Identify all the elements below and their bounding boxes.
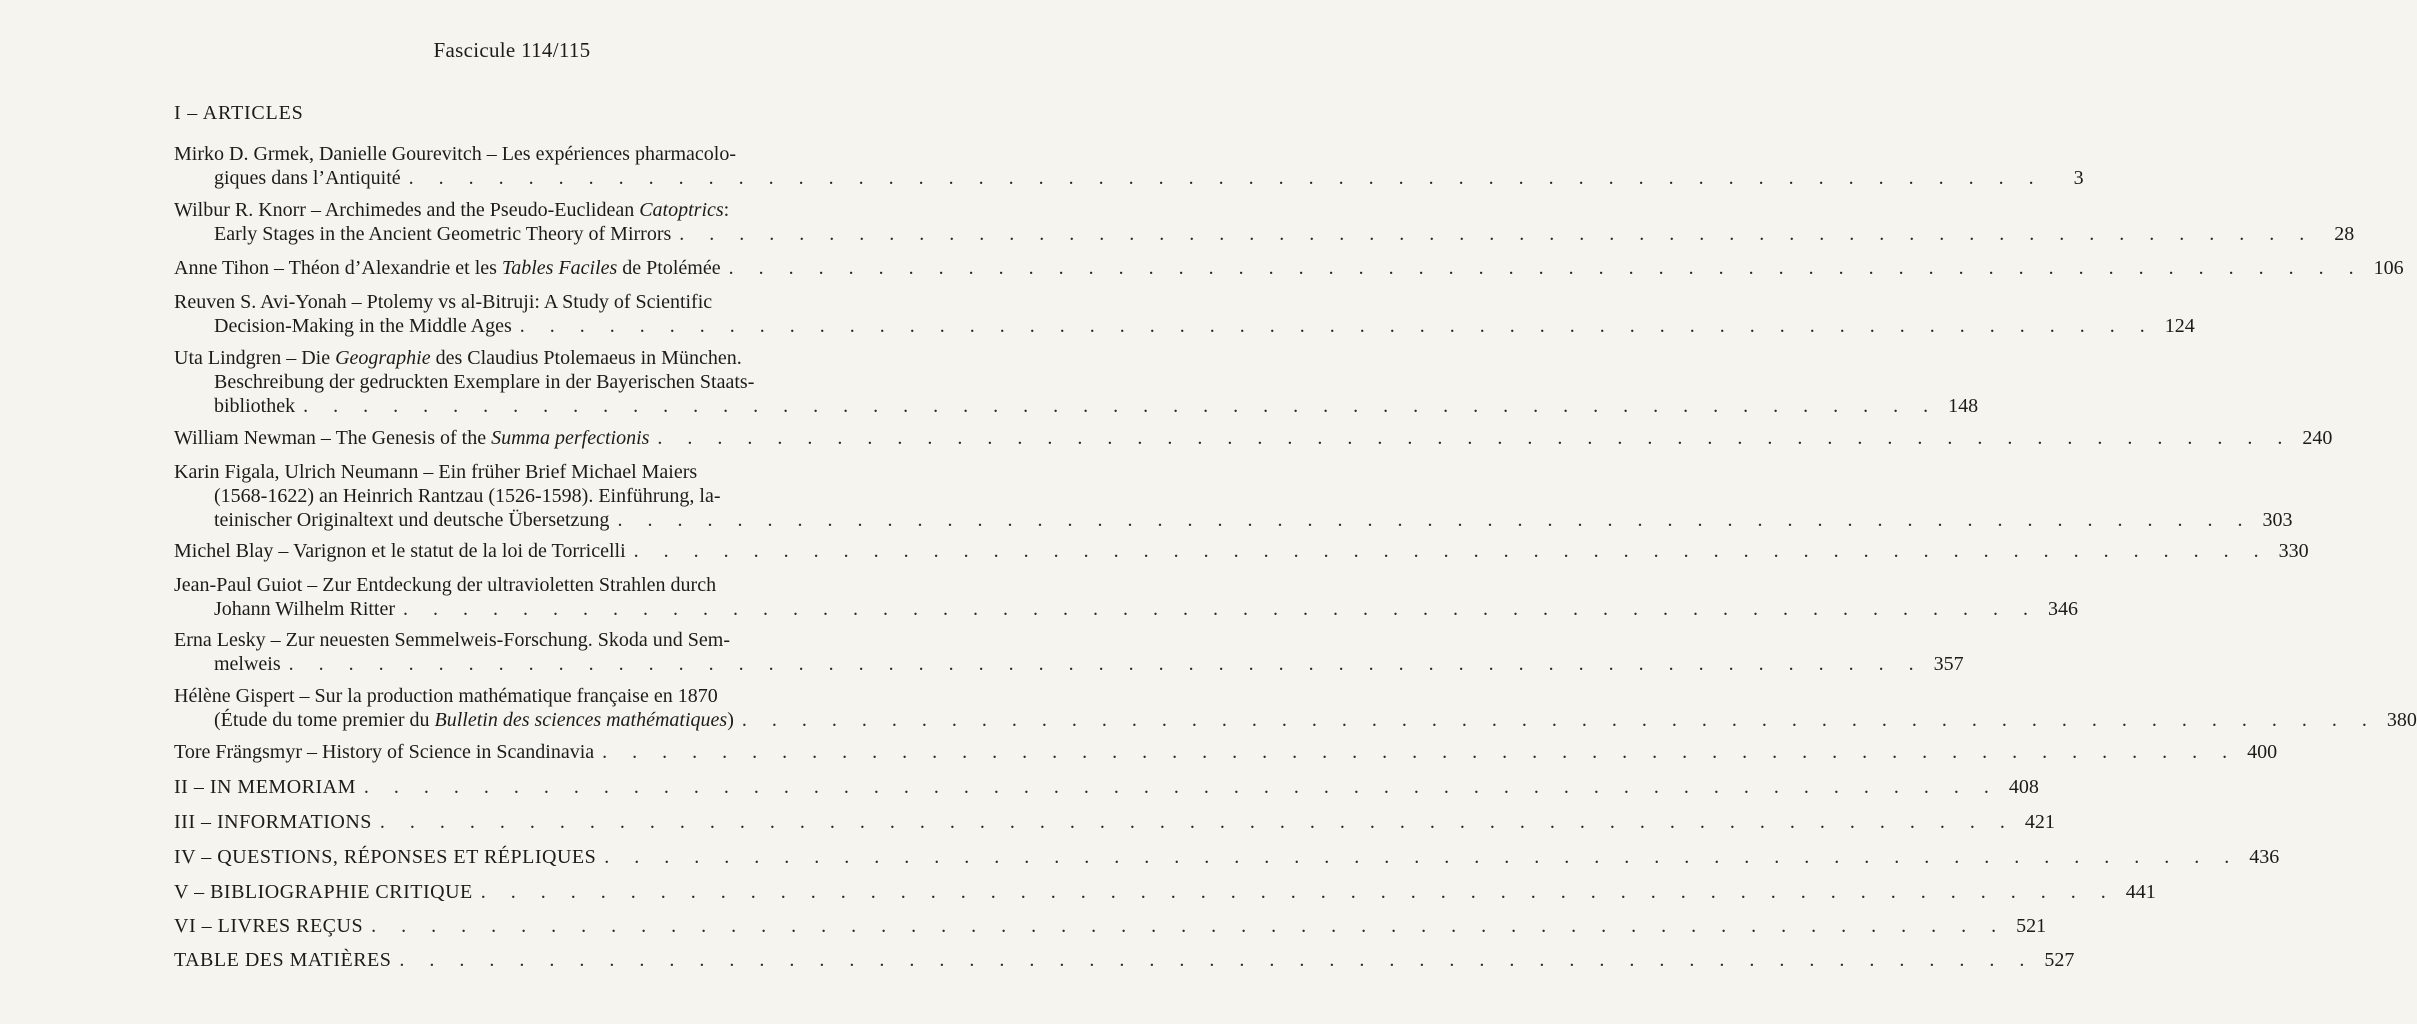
dot-leader: . . . . . . . . . . . . . . . . . . . . . . . . . . . . . . . . . . . . . . . . . . . . . . . . . . . . . . . [363, 776, 1999, 798]
page-number: 303 [2262, 509, 2293, 531]
entry-line: William Newman – The Genesis of the Summa perfectionis . . . . . . . . . . . . . . . . . . . . . . . . . . . . . . . . . . . . . . . . . . . . . . . . . . . . . . . 240 [174, 427, 2333, 449]
toc-section: TABLE DES MATIÈRES . . . . . . . . . . . . . . . . . . . . . . . . . . . . . . . . . . . . . . . . . . . . . . . . . . . . . . . 527 [174, 949, 2075, 971]
entry-line: Reuven S. Avi-Yonah – Ptolemy vs al-Bitruji: A Study of Scientific [174, 291, 713, 313]
dot-leader: . . . . . . . . . . . . . . . . . . . . . . . . . . . . . . . . . . . . . . . . . . . . . . . . . . . . . . . [602, 741, 2238, 763]
toc-entry [174, 198, 2355, 246]
page-number: 240 [2302, 427, 2333, 449]
dot-leader: . . . . . . . . . . . . . . . . . . . . . . . . . . . . . . . . . . . . . . . . . . . . . . . . . . . . . . . [303, 395, 1939, 417]
entry-line: giques dans l’Antiquité . . . . . . . . . . . . . . . . . . . . . . . . . . . . . . . . . . . . . . . . . . . . . . . . . . . . . . . 3 [214, 167, 2084, 189]
page-number: 408 [2008, 776, 2039, 798]
entry-line: Decision-Making in the Middle Ages . . . . . . . . . . . . . . . . . . . . . . . . . . . . . . . . . . . . . . . . . . . . . . . . . . . . . . . 124 [214, 315, 2195, 337]
section-heading-articles: I – ARTICLES [174, 102, 304, 124]
toc-section: V – BIBLIOGRAPHIE CRITIQUE . . . . . . . . . . . . . . . . . . . . . . . . . . . . . . . . . . . . . . . . . . . . . . . . . . . . . . . 441 [174, 881, 2156, 903]
dot-leader: . . . . . . . . . . . . . . . . . . . . . . . . . . . . . . . . . . . . . . . . . . . . . . . . . . . . . . . [371, 915, 2007, 937]
toc-section: III – INFORMATIONS . . . . . . . . . . . . . . . . . . . . . . . . . . . . . . . . . . . . . . . . . . . . . . . . . . . . . . . 421 [174, 811, 2055, 833]
entry-line: teinischer Originaltext und deutsche Übersetzung . . . . . . . . . . . . . . . . . . . . . . . . . . . . . . . . . . . . . . . . . . . . . . . . . . . . . . . 303 [214, 509, 2293, 531]
dot-leader: . . . . . . . . . . . . . . . . . . . . . . . . . . . . . . . . . . . . . . . . . . . . . . . . . . . . . . . [657, 427, 2293, 449]
toc-entry [174, 290, 2195, 338]
toc-section: IV – QUESTIONS, RÉPONSES ET RÉPLIQUES . . . . . . . . . . . . . . . . . . . . . . . . . . . . . . . . . . . . . . . . . . . . . . . . . . . . . . . 436 [174, 846, 2280, 868]
page-number: 106 [2373, 257, 2404, 279]
dot-leader: . . . . . . . . . . . . . . . . . . . . . . . . . . . . . . . . . . . . . . . . . . . . . . . . . . . . . . . [519, 315, 2155, 337]
toc-entry [174, 256, 2404, 280]
entry-line: Anne Tihon – Théon d’Alexandrie et les Tables Faciles de Ptolémée . . . . . . . . . . . . . . . . . . . . . . . . . . . . . . . . . . . . . . . . . . . . . . . . . . . . . . . 106 [174, 257, 2404, 279]
fascicule-title: Fascicule 114/115 [433, 38, 591, 62]
page-number: 441 [2125, 881, 2156, 903]
dot-leader: . . . . . . . . . . . . . . . . . . . . . . . . . . . . . . . . . . . . . . . . . . . . . . . . . . . . . . . [617, 509, 2253, 531]
toc-section: II – IN MEMORIAM . . . . . . . . . . . . . . . . . . . . . . . . . . . . . . . . . . . . . . . . . . . . . . . . . . . . . . . 408 [174, 776, 2039, 798]
toc-entry [174, 142, 2084, 190]
entry-line: Hélène Gispert – Sur la production mathématique française en 1870 [174, 685, 718, 707]
page-number: 28 [2334, 223, 2355, 245]
page-number: 527 [2044, 949, 2075, 971]
entry-line: melweis . . . . . . . . . . . . . . . . . . . . . . . . . . . . . . . . . . . . . . . . . . . . . . . . . . . . . . . 357 [214, 653, 1964, 675]
page-number: 3 [2073, 167, 2084, 189]
entry-line: Beschreibung der gedruckten Exemplare in der Bayerischen Staats- [214, 371, 755, 393]
toc-entry [174, 539, 2309, 563]
page-number: 436 [2249, 846, 2280, 868]
dot-leader: . . . . . . . . . . . . . . . . . . . . . . . . . . . . . . . . . . . . . . . . . . . . . . . . . . . . . . . [379, 811, 2015, 833]
entry-line: Mirko D. Grmek, Danielle Gourevitch – Les expériences pharmacolo- [174, 143, 737, 165]
toc-entry [174, 684, 2417, 732]
entry-line: (Étude du tome premier du Bulletin des sciences mathématiques) . . . . . . . . . . . . . . . . . . . . . . . . . . . . . . . . . . . . . . . . . . . . . . . . . . . . . . . 380 [214, 709, 2417, 731]
entry-line: Erna Lesky – Zur neuesten Semmelweis-Forschung. Skoda und Sem- [174, 629, 731, 651]
page-number: 400 [2247, 741, 2278, 763]
dot-leader: . . . . . . . . . . . . . . . . . . . . . . . . . . . . . . . . . . . . . . . . . . . . . . . . . . . . . . . [403, 598, 2039, 620]
dot-leader: . . . . . . . . . . . . . . . . . . . . . . . . . . . . . . . . . . . . . . . . . . . . . . . . . . . . . . . [399, 949, 2035, 971]
entry-line: Jean-Paul Guiot – Zur Entdeckung der ultravioletten Strahlen durch [174, 574, 717, 596]
dot-leader: . . . . . . . . . . . . . . . . . . . . . . . . . . . . . . . . . . . . . . . . . . . . . . . . . . . . . . . [408, 167, 2044, 189]
page-number: 330 [2278, 540, 2309, 562]
entry-line: Johann Wilhelm Ritter . . . . . . . . . . . . . . . . . . . . . . . . . . . . . . . . . . . . . . . . . . . . . . . . . . . . . . . 346 [214, 598, 2079, 620]
toc-entry [174, 346, 1979, 418]
entry-line: Tore Frängsmyr – History of Science in Scandinavia . . . . . . . . . . . . . . . . . . . . . . . . . . . . . . . . . . . . . . . . . . . . . . . . . . . . . . . 400 [174, 741, 2278, 763]
toc-entry [174, 740, 2278, 764]
toc-entry [174, 460, 2293, 532]
dot-leader: . . . . . . . . . . . . . . . . . . . . . . . . . . . . . . . . . . . . . . . . . . . . . . . . . . . . . . . [679, 223, 2315, 245]
page-number: 148 [1948, 395, 1979, 417]
toc-section: VI – LIVRES REÇUS . . . . . . . . . . . . . . . . . . . . . . . . . . . . . . . . . . . . . . . . . . . . . . . . . . . . . . . 521 [174, 915, 2047, 937]
dot-leader: . . . . . . . . . . . . . . . . . . . . . . . . . . . . . . . . . . . . . . . . . . . . . . . . . . . . . . . [633, 540, 2269, 562]
entry-line: Uta Lindgren – Die Geographie des Claudius Ptolemaeus in München. [174, 347, 742, 369]
entry-line: (1568-1622) an Heinrich Rantzau (1526-1598). Einführung, la- [214, 485, 721, 507]
dot-leader: . . . . . . . . . . . . . . . . . . . . . . . . . . . . . . . . . . . . . . . . . . . . . . . . . . . . . . . [741, 709, 2377, 731]
toc-entry [174, 426, 2333, 450]
toc-entry [174, 573, 2079, 621]
page-number: 421 [2024, 811, 2055, 833]
page-number: 346 [2048, 598, 2079, 620]
toc-entry [174, 628, 1964, 676]
page-number: 124 [2164, 315, 2195, 337]
dot-leader: . . . . . . . . . . . . . . . . . . . . . . . . . . . . . . . . . . . . . . . . . . . . . . . . . . . . . . . [728, 257, 2364, 279]
page-number: 357 [1933, 653, 1964, 675]
entry-line: Karin Figala, Ulrich Neumann – Ein früher Brief Michael Maiers [174, 461, 698, 483]
dot-leader: . . . . . . . . . . . . . . . . . . . . . . . . . . . . . . . . . . . . . . . . . . . . . . . . . . . . . . . [480, 881, 2116, 903]
dot-leader: . . . . . . . . . . . . . . . . . . . . . . . . . . . . . . . . . . . . . . . . . . . . . . . . . . . . . . . [288, 653, 1924, 675]
page-number: 380 [2386, 709, 2417, 731]
entry-line: Early Stages in the Ancient Geometric Theory of Mirrors . . . . . . . . . . . . . . . . . . . . . . . . . . . . . . . . . . . . . . . . . . . . . . . . . . . . . . . 28 [214, 223, 2355, 245]
entry-line: bibliothek . . . . . . . . . . . . . . . . . . . . . . . . . . . . . . . . . . . . . . . . . . . . . . . . . . . . . . . 148 [214, 395, 1979, 417]
entry-line: Wilbur R. Knorr – Archimedes and the Pseudo-Euclidean Catoptrics: [174, 199, 730, 221]
page-number: 521 [2016, 915, 2047, 937]
entry-line: Michel Blay – Varignon et le statut de la loi de Torricelli . . . . . . . . . . . . . . . . . . . . . . . . . . . . . . . . . . . . . . . . . . . . . . . . . . . . . . . 330 [174, 540, 2309, 562]
dot-leader: . . . . . . . . . . . . . . . . . . . . . . . . . . . . . . . . . . . . . . . . . . . . . . . . . . . . . . . [604, 846, 2240, 868]
